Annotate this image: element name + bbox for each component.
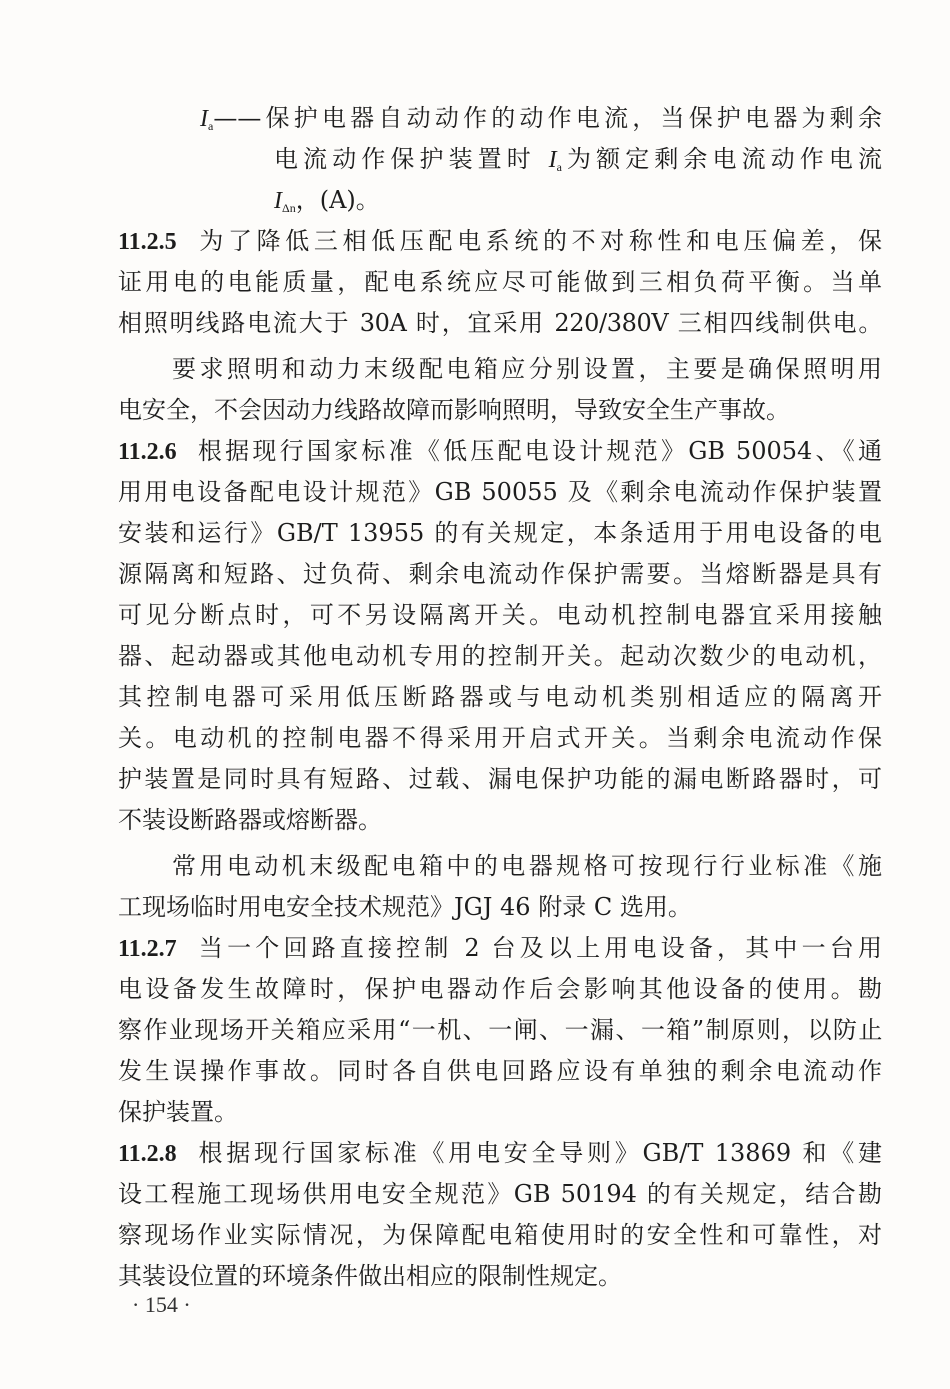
clause-11-2-6-line-1: 11.2.6 根据现行国家标准《低压配电设计规范》GB 50054、《通 — [118, 437, 882, 465]
para-motor-line-1: 常用电动机末级配电箱中的电器规格可按现行行业标准《施 — [172, 852, 882, 880]
clause-number: 11.2.7 — [118, 936, 177, 962]
legend-ia-line-1: $I_a——$保护电器自动动作的动作电流，当保护电器为剩余 — [200, 104, 882, 133]
clause-11-2-6-line-3: 安装和运行》GB/T 13955 的有关规定，本条适用于用电设备的电 — [118, 519, 882, 547]
clause-11-2-6-line-9: 护装置是同时具有短路、过载、漏电保护功能的漏电断路器时，可 — [118, 765, 882, 793]
clause-11-2-8-line-3: 察现场作业实际情况，为保障配电箱使用时的安全性和可靠性，对 — [118, 1221, 882, 1249]
para-lighting-line-1: 要求照明和动力末级配电箱应分别设置，主要是确保照明用 — [172, 355, 882, 383]
clause-11-2-6-line-5: 可见分断点时，可不另设隔离开关。电动机控制电器宜采用接触 — [118, 601, 882, 629]
clause-11-2-7-line-5: 保护装置。 — [118, 1098, 238, 1126]
clause-number: 11.2.6 — [118, 439, 177, 465]
clause-11-2-7-line-1: 11.2.7 当一个回路直接控制 2 台及以上用电设备，其中一台用 — [118, 934, 882, 962]
clause-11-2-6-line-6: 器、起动器或其他电动机专用的控制开关。起动次数少的电动机， — [118, 642, 882, 670]
clause-11-2-6-line-8: 关。电动机的控制电器不得采用开启式开关。当剩余电流动作保 — [118, 724, 882, 752]
legend-idn-line: $I_{\Delta n}$，(A)。 — [274, 186, 380, 215]
legend-ia-line-2: 电流动作保护装置时 $I_a$为额定剩余电流动作电流 — [274, 145, 882, 174]
clause-11-2-6-line-4: 源隔离和短路、过负荷、剩余电流动作保护需要。当熔断器是具有 — [118, 560, 882, 588]
clause-11-2-6-line-7: 其控制电器可采用低压断路器或与电动机类别相适应的隔离开 — [118, 683, 882, 711]
clause-11-2-8-line-4: 其装设位置的环境条件做出相应的限制性规定。 — [118, 1262, 622, 1290]
clause-11-2-5-line-3: 相照明线路电流大于 30A 时，宜采用 220/380V 三相四线制供电。 — [118, 309, 882, 337]
clause-11-2-7-line-3: 察作业现场开关箱应采用“一机、一闸、一漏、一箱”制原则，以防止 — [118, 1016, 882, 1044]
para-lighting-line-2: 电安全，不会因动力线路故障而影响照明，导致安全生产事故。 — [118, 396, 790, 424]
clause-11-2-6-line-2: 用用电设备配电设计规范》GB 50055 及《剩余电流动作保护装置 — [118, 478, 882, 506]
clause-11-2-6-line-10: 不装设断路器或熔断器。 — [118, 806, 382, 834]
page-number: · 154 · — [132, 1292, 191, 1317]
symbol-ia-inline: $I_a$ — [548, 147, 562, 174]
clause-11-2-5-line-1: 11.2.5 为了降低三相低压配电系统的不对称性和电压偏差，保 — [118, 227, 882, 255]
symbol-ia: $I_a$ — [200, 106, 214, 133]
clause-11-2-8-line-2: 设工程施工现场供用电安全规范》GB 50194 的有关规定，结合勘 — [118, 1180, 882, 1208]
clause-11-2-8-line-1: 11.2.8 根据现行国家标准《用电安全导则》GB/T 13869 和《建 — [118, 1139, 882, 1167]
clause-number: 11.2.8 — [118, 1141, 177, 1167]
body-text — [118, 98, 882, 1297]
clause-11-2-7-line-4: 发生误操作事故。同时各自供电回路应设有单独的剩余电流动作 — [118, 1057, 882, 1085]
symbol-idn: $I_{\Delta n}$ — [274, 188, 296, 215]
para-motor-line-2: 工现场临时用电安全技术规范》JGJ 46 附录 C 选用。 — [118, 893, 692, 921]
clause-11-2-5-line-2: 证用电的电能质量，配电系统应尽可能做到三相负荷平衡。当单 — [118, 268, 882, 296]
clause-number: 11.2.5 — [118, 229, 177, 255]
clause-11-2-7-line-2: 电设备发生故障时，保护电器动作后会影响其他设备的使用。勘 — [118, 975, 882, 1003]
